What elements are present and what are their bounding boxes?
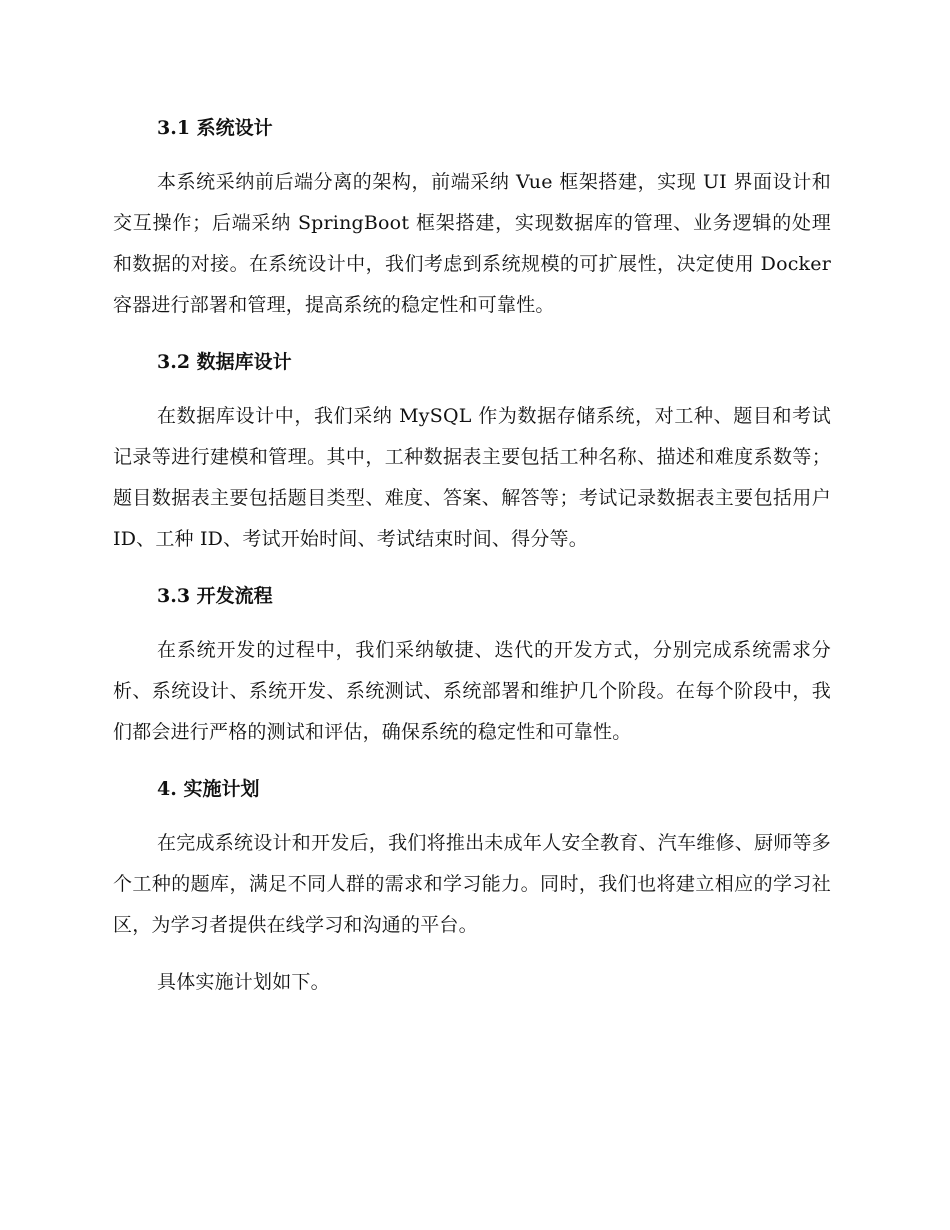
section-paragraph-dev-process: 在系统开发的过程中，我们采纳敏捷、迭代的开发方式，分别完成系统需求分析、系统设计、系统开发、系统测试、系统部署和维护几个阶段。在每个阶段中，我们都会进行严格的测试和评估，确保系统的稳定性和可靠性。 — [113, 639, 831, 743]
section-paragraph-database-design: 在数据库设计中，我们采纳 MySQL 作为数据存储系统，对工种、题目和考试记录等进行建模和管理。其中，工种数据表主要包括工种名称、描述和难度系数等；题目数据表主要包括题目类型、难度、答案、解答等；考试记录数据表主要包括用户 ID、工种 ID、考试开始时间、考试结束时间、得分等。 — [113, 405, 831, 550]
section-heading-dev-process: 3.3 开发流程 — [157, 585, 273, 607]
closing-paragraph: 具体实施计划如下。 — [157, 971, 330, 993]
section-heading-database-design: 3.2 数据库设计 — [157, 351, 292, 373]
section-heading-implementation-plan: 4. 实施计划 — [157, 778, 260, 800]
document-body — [113, 108, 831, 1003]
section-paragraph-implementation-plan: 在完成系统设计和开发后，我们将推出未成年人安全教育、汽车维修、厨师等多个工种的题库，满足不同人群的需求和学习能力。同时，我们也将建立相应的学习社区，为学习者提供在线学习和沟通的平台。 — [113, 832, 831, 936]
section-paragraph-system-design: 本系统采纳前后端分离的架构，前端采纳 Vue 框架搭建，实现 UI 界面设计和交互操作；后端采纳 SpringBoot 框架搭建，实现数据库的管理、业务逻辑的处理和数据的对接。在系统设计中，我们考虑到系统规模的可扩展性，决定使用 Docker 容器进行部署和管理，提高系统的稳定性和可靠性。 — [113, 171, 831, 316]
section-heading-system-design: 3.1 系统设计 — [157, 117, 273, 139]
